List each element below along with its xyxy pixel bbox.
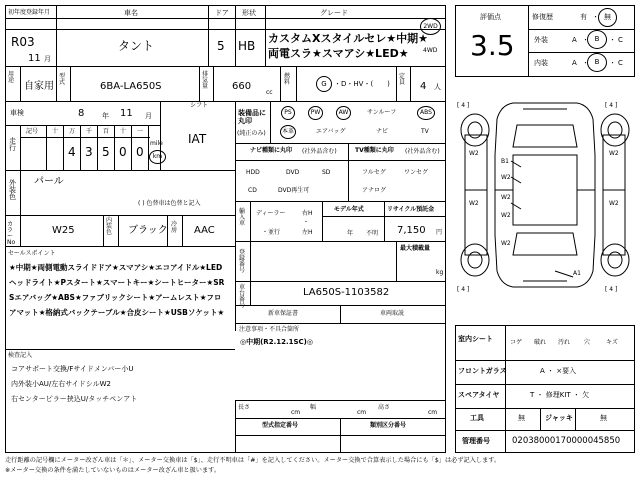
grade-line-2: 両電スラ★スマアシ★LED★ (268, 47, 409, 60)
exterior-grade-label: 外装 (534, 36, 548, 44)
capacity-unit: 人 (434, 83, 441, 91)
car-name-label: 車名 (124, 9, 138, 17)
mileage-mile: mile (150, 140, 163, 147)
score: 3.5 (470, 29, 515, 62)
equip-abs-circle: ABS (417, 106, 435, 120)
repair-sep: ・ (592, 13, 599, 21)
mileage-digit: 3 (85, 145, 93, 159)
mileage-h3: 千 (86, 128, 93, 135)
color-no-label: カラーNo (7, 221, 16, 246)
recycle-label: リサイクル預託金 (387, 206, 435, 213)
interior-seat-opt: コゲ (510, 339, 523, 346)
inspection-month-unit: 月 (145, 112, 152, 120)
management-number: 02038000170000045850 (512, 436, 621, 446)
inspection-label: 車検 (10, 109, 24, 117)
footer-note-2: ※メーター交換の条件を満たしていないものはメーター改ざん車と扱います。 (5, 467, 221, 474)
model-year-unknown: 不明 (366, 230, 379, 237)
grade-label: グレード (320, 9, 348, 17)
fuel-options: ・D・HV・( ) (334, 80, 390, 88)
inspector-line: 内外装小AU/左右サイドシルW2 (11, 380, 111, 388)
spare-tire-value: T ・ 修理KIT ・ 欠 (530, 391, 590, 399)
reg-year: R03 (11, 35, 35, 49)
classification-label: 類別区分番号 (370, 422, 407, 429)
shift: IAT (188, 132, 207, 146)
max-load-unit: kg (436, 269, 444, 276)
mileage-km-circle: km (149, 150, 166, 164)
import-label: 輸入車 (239, 208, 246, 227)
displacement-unit: cc (266, 89, 273, 96)
equipment-label: 装備品に丸印 (238, 109, 266, 125)
mileage-label: 走行 (9, 137, 16, 152)
repair-no-circle: 無 (598, 8, 617, 27)
mileage-digit: 5 (102, 145, 110, 159)
navi-opt: CD (248, 187, 257, 194)
recycle-value: 7,150 (397, 225, 426, 236)
diagram-mark: W2 (501, 194, 511, 201)
model-year-unit: 年 (347, 230, 354, 237)
svg-text:[ 4 ]: [ 4 ] (605, 102, 618, 109)
model: 6BA-LA650S (100, 81, 162, 92)
vehicle-manual: 車両取説 (380, 310, 405, 317)
sales-point-line: Sエアバッグ★ABS★ファブリックシート★アームレスト★フロ (9, 293, 222, 302)
diagram-mark: W2 (501, 240, 511, 247)
body-shape: HB (238, 39, 256, 53)
equip-airbag: エアバッグ (316, 128, 346, 135)
repair-label: 修復歴 (532, 13, 553, 21)
footer-note-1: 走行距離の記号欄にメーター改ざん車は「＊」、メーター交換車は「$」、走行不明車は「#」を記入してください。メーター交換で合算表示した場合にも「$」は必ず記入します。 (5, 457, 501, 464)
tv-opt: アナログ (362, 187, 387, 194)
diagram-mark: W2 (501, 174, 511, 181)
reg-year-label: 初年度登録年月 (8, 9, 51, 16)
navi-opt: HDD (246, 169, 260, 176)
purpose: 自家用 (24, 81, 54, 92)
drive-2wd-circle: 2WD (420, 18, 441, 35)
frame-number: LA650S-1103582 (303, 287, 390, 298)
tv-opt: ワンセグ (404, 169, 429, 176)
interior-seat-label: 室内シート (458, 335, 493, 343)
windshield-label: フロントガラス (458, 367, 507, 375)
door-label: ドア (215, 9, 229, 17)
notes-label: 注意事項・不具合箇所 (239, 326, 300, 333)
mileage-digit: 0 (119, 145, 127, 159)
purpose-label: 用途 (8, 71, 15, 84)
ext-b-circle: B (587, 30, 607, 49)
length-label: 長さ (238, 404, 251, 411)
capacity: 4 (420, 81, 427, 92)
mileage-h0: 記号 (26, 128, 39, 135)
max-load-label: 最大積載量 (400, 245, 431, 252)
mileage-h2: 万 (69, 128, 76, 135)
displacement-label: 排気量 (202, 71, 209, 90)
equip-sunroof: サンルーフ (367, 109, 397, 116)
diagram-mark: B1 (501, 158, 509, 165)
height-label: 高さ (378, 404, 391, 411)
new-car-warranty: 新車保証書 (268, 310, 299, 317)
tv-type-sublabel: (社外品含む) (405, 148, 440, 155)
ac-label: 冷房 (171, 221, 178, 234)
int-a: A (572, 59, 577, 67)
equip-ps-circle: PS (281, 106, 295, 120)
door-count: 5 (217, 39, 225, 53)
drive-4wd: 4WD (423, 47, 438, 54)
type-designation-label: 型式指定番号 (262, 422, 299, 429)
recycle-unit: 円 (436, 229, 443, 236)
mileage-digit: 4 (68, 145, 76, 159)
mileage-h1: 十 (52, 128, 59, 135)
car-name: タント (118, 39, 155, 53)
inspector-label: 検査記入 (8, 352, 33, 359)
diagram-marks (469, 150, 619, 277)
diagram-mark: W2 (609, 150, 619, 157)
grade-line-1: カスタムXスタイルセレ★中期★ (268, 32, 428, 45)
inspection-year: 8 (78, 108, 85, 119)
color-no: W25 (52, 225, 75, 236)
equip-tv: TV (421, 128, 429, 135)
diagram-mark: W2 (469, 200, 479, 207)
navi-opt: DVD (286, 169, 300, 176)
mileage-h4: 百 (103, 128, 110, 135)
import-parallel: ・並行 (262, 229, 281, 236)
interior-seat-opt: 破れ (534, 339, 547, 346)
tv-opt: フルセグ (362, 169, 386, 176)
reg-month-unit: 月 (44, 55, 51, 63)
diagram-mark: W2 (469, 150, 479, 157)
notes-text: ◎中期(R2.12.1SC)◎ (240, 338, 313, 346)
length-unit: cm (291, 409, 301, 416)
frame-number-label: 車台番号 (239, 284, 246, 309)
spare-tire-label: スペアタイヤ (458, 391, 500, 399)
car-damage-diagram (455, 95, 635, 295)
interior-seat-opt: 汚れ (558, 339, 571, 346)
reg-month: 11 (28, 53, 41, 64)
tool-value: 無 (518, 414, 525, 422)
shape-label: 形状 (242, 9, 256, 17)
equip-pw-circle: PW (308, 106, 323, 120)
mileage-h5: 十 (120, 128, 127, 135)
reg-number-label: 登録番号 (239, 249, 246, 274)
svg-text:[ 4 ]: [ 4 ] (457, 286, 470, 293)
exterior-color: パール (34, 176, 64, 187)
import-dealer: ディーラー (256, 210, 286, 217)
fuel-g-circle: G (316, 76, 332, 92)
inspection-year-unit: 年 (102, 112, 109, 120)
interior-seat-opt: キズ (606, 339, 618, 346)
interior-seat-opt: 穴 (584, 339, 591, 346)
interior-color: ブラック (128, 225, 168, 236)
mileage-digit: 0 (136, 145, 144, 159)
mileage-h6: 一 (137, 128, 144, 135)
fuel-label: 燃料 (284, 73, 291, 86)
windshield-value: A ・ ×要入 (540, 367, 577, 375)
ext-c: C (618, 36, 623, 44)
shift-label: シフト (190, 102, 209, 109)
sales-points-label: セールスポイント (8, 250, 56, 257)
ext-sep1: ・ (582, 36, 589, 44)
capacity-label: 定員 (399, 73, 406, 86)
navi-type-label: ナビ種類に丸印 (250, 147, 293, 154)
interior-grade-label: 内装 (534, 59, 548, 67)
equipment-sublabel: (純正のみ) (237, 130, 266, 137)
diagram-mark: W2 (501, 212, 511, 219)
int-b-circle: B (587, 53, 607, 72)
inspector-line: コアサポート交換/Fサイドメンバー小U (11, 365, 134, 373)
import-right: 右H (302, 210, 313, 217)
score-label: 評価点 (480, 13, 501, 21)
interior-color-label: 内装色 (106, 217, 113, 236)
height-unit: cm (428, 409, 438, 416)
exterior-color-note: ( ) 色替車は色替と記入 (138, 200, 201, 207)
tool-label: 工具 (470, 414, 484, 422)
sales-point-line: ヘッドライト★Pスタート★スマートキー★シートヒーター★SR (9, 278, 225, 287)
equip-navi: ナビ (376, 128, 389, 135)
sales-point-line: ★中期★両側電動スライドドア★スマアシ★エコアイドル★LED (9, 263, 223, 272)
svg-text:[ 4 ]: [ 4 ] (457, 102, 470, 109)
inspection-month: 11 (120, 108, 133, 119)
navi-type-sublabel: (社外品含む) (302, 148, 337, 155)
exterior-color-label: 外装色 (9, 179, 16, 201)
jack-label: ジャッキ (545, 414, 573, 422)
ext-a: A (572, 36, 577, 44)
width-unit: cm (357, 409, 367, 416)
navi-opt: SD (322, 169, 331, 176)
equip-leather-circle: 本革 (280, 125, 296, 139)
navi-opt: DVD再生可 (278, 187, 310, 194)
displacement: 660 (232, 81, 252, 92)
inspector-line: 右センターピラー挟込U/タッチペンアト (11, 395, 138, 403)
import-dot: ・ (303, 219, 310, 226)
repair-yes: 有 (580, 13, 587, 21)
model-year-label: モデル年式 (334, 206, 364, 213)
management-number-label: 管理番号 (462, 437, 490, 445)
diagram-mark: W2 (609, 200, 619, 207)
jack-value: 無 (600, 414, 607, 422)
int-sep1: ・ (582, 59, 589, 67)
int-c: C (618, 59, 623, 67)
ac: AAC (194, 225, 215, 236)
equip-aw-circle: AW (336, 106, 351, 120)
int-sep2: ・ (609, 59, 616, 67)
diagram-mark: A1 (573, 270, 581, 277)
model-label: 型式 (59, 73, 66, 86)
sales-point-line: アマット★格納式バックテーブル★合皮シート★USBソケット★ (9, 308, 225, 317)
tv-type-label: TV種類に丸印 (355, 147, 394, 154)
import-left: 左H (302, 229, 313, 236)
width-label: 幅 (310, 404, 317, 411)
svg-text:[ 4 ]: [ 4 ] (605, 286, 618, 293)
ext-sep2: ・ (609, 36, 616, 44)
